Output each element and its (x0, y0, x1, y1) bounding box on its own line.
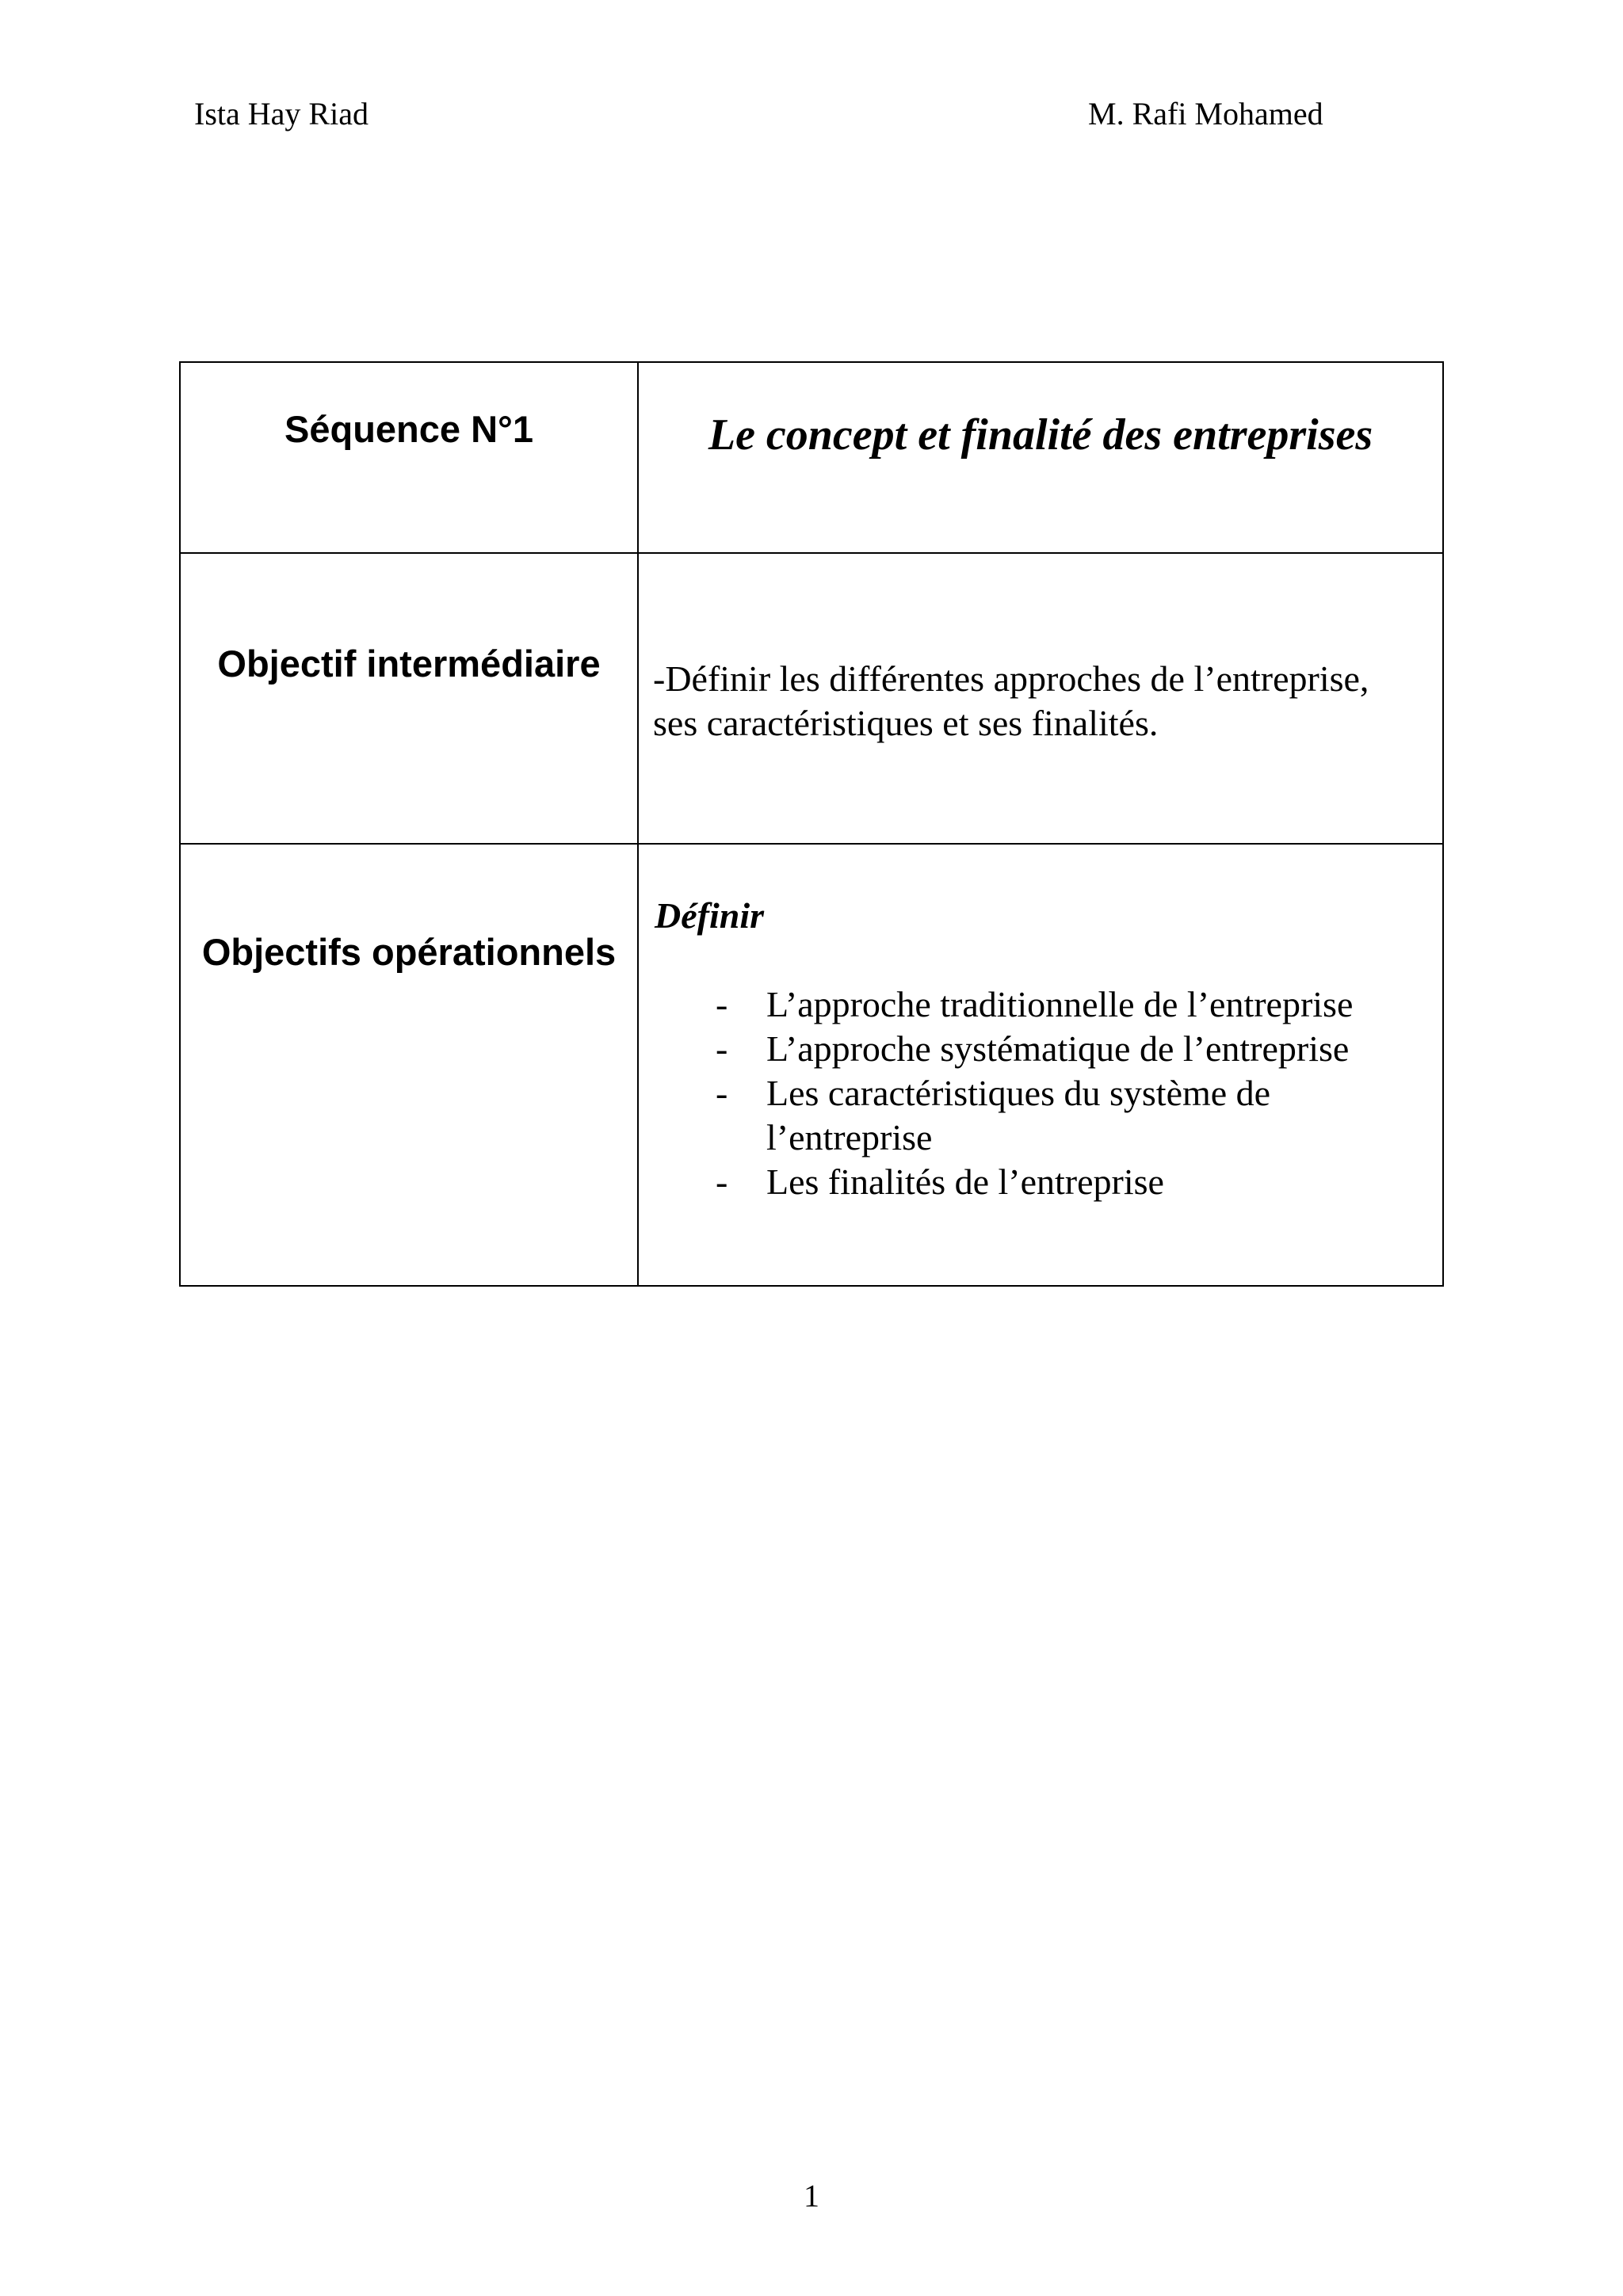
list-item-text: L’approche traditionnelle de l’entreprise (766, 984, 1354, 1024)
page-number: 1 (804, 2178, 819, 2214)
objectif-intermediaire-content (639, 554, 1442, 746)
objectif-intermediaire-line-2: ses caractéristiques et ses finalités. (653, 703, 1159, 743)
objectifs-operationnels-content-cell (638, 844, 1443, 1286)
objectifs-operationnels-label-cell (180, 844, 638, 1286)
list-item (655, 1027, 1442, 1071)
list-item-text: Les finalités de l’entreprise (766, 1161, 1164, 1202)
sequence-table (179, 361, 1444, 1287)
objectif-intermediaire-line-1: -Définir les différentes approches de l’entreprise, (653, 658, 1369, 699)
list-item (655, 982, 1442, 1027)
objectif-intermediaire-label-cell (180, 553, 638, 844)
header-right-text: M. Rafi Mohamed (1088, 96, 1323, 132)
objectifs-operationnels-label: Objectifs opérationnels (201, 931, 617, 973)
list-item-text: L’approche systématique de l’entreprise (766, 1028, 1350, 1069)
list-dash: - (716, 1161, 728, 1202)
objectif-intermediaire-content-cell (638, 553, 1443, 844)
sequence-title-cell (638, 362, 1443, 553)
list-dash: - (716, 984, 728, 1024)
sequence-label-cell (180, 362, 638, 553)
objectifs-operationnels-content (639, 845, 1442, 1204)
table-row-objectif-intermediaire (180, 553, 1443, 844)
list-item (655, 1160, 1442, 1204)
list-dash: - (716, 1073, 728, 1113)
table-row-sequence (180, 362, 1443, 553)
table-row-objectifs-operationnels (180, 844, 1443, 1286)
header-left-text: Ista Hay Riad (194, 96, 369, 132)
sequence-label: Séquence N°1 (285, 408, 533, 450)
list-item (655, 1071, 1442, 1160)
objectif-intermediaire-label: Objectif intermédiaire (217, 643, 601, 685)
list-item-text: Les caractéristiques du système de l’entreprise (766, 1073, 1271, 1158)
sequence-title: Le concept et finalité des entreprises (708, 410, 1373, 460)
objectifs-list (655, 982, 1442, 1204)
list-dash: - (716, 1028, 728, 1069)
definir-heading: Définir (655, 895, 764, 936)
